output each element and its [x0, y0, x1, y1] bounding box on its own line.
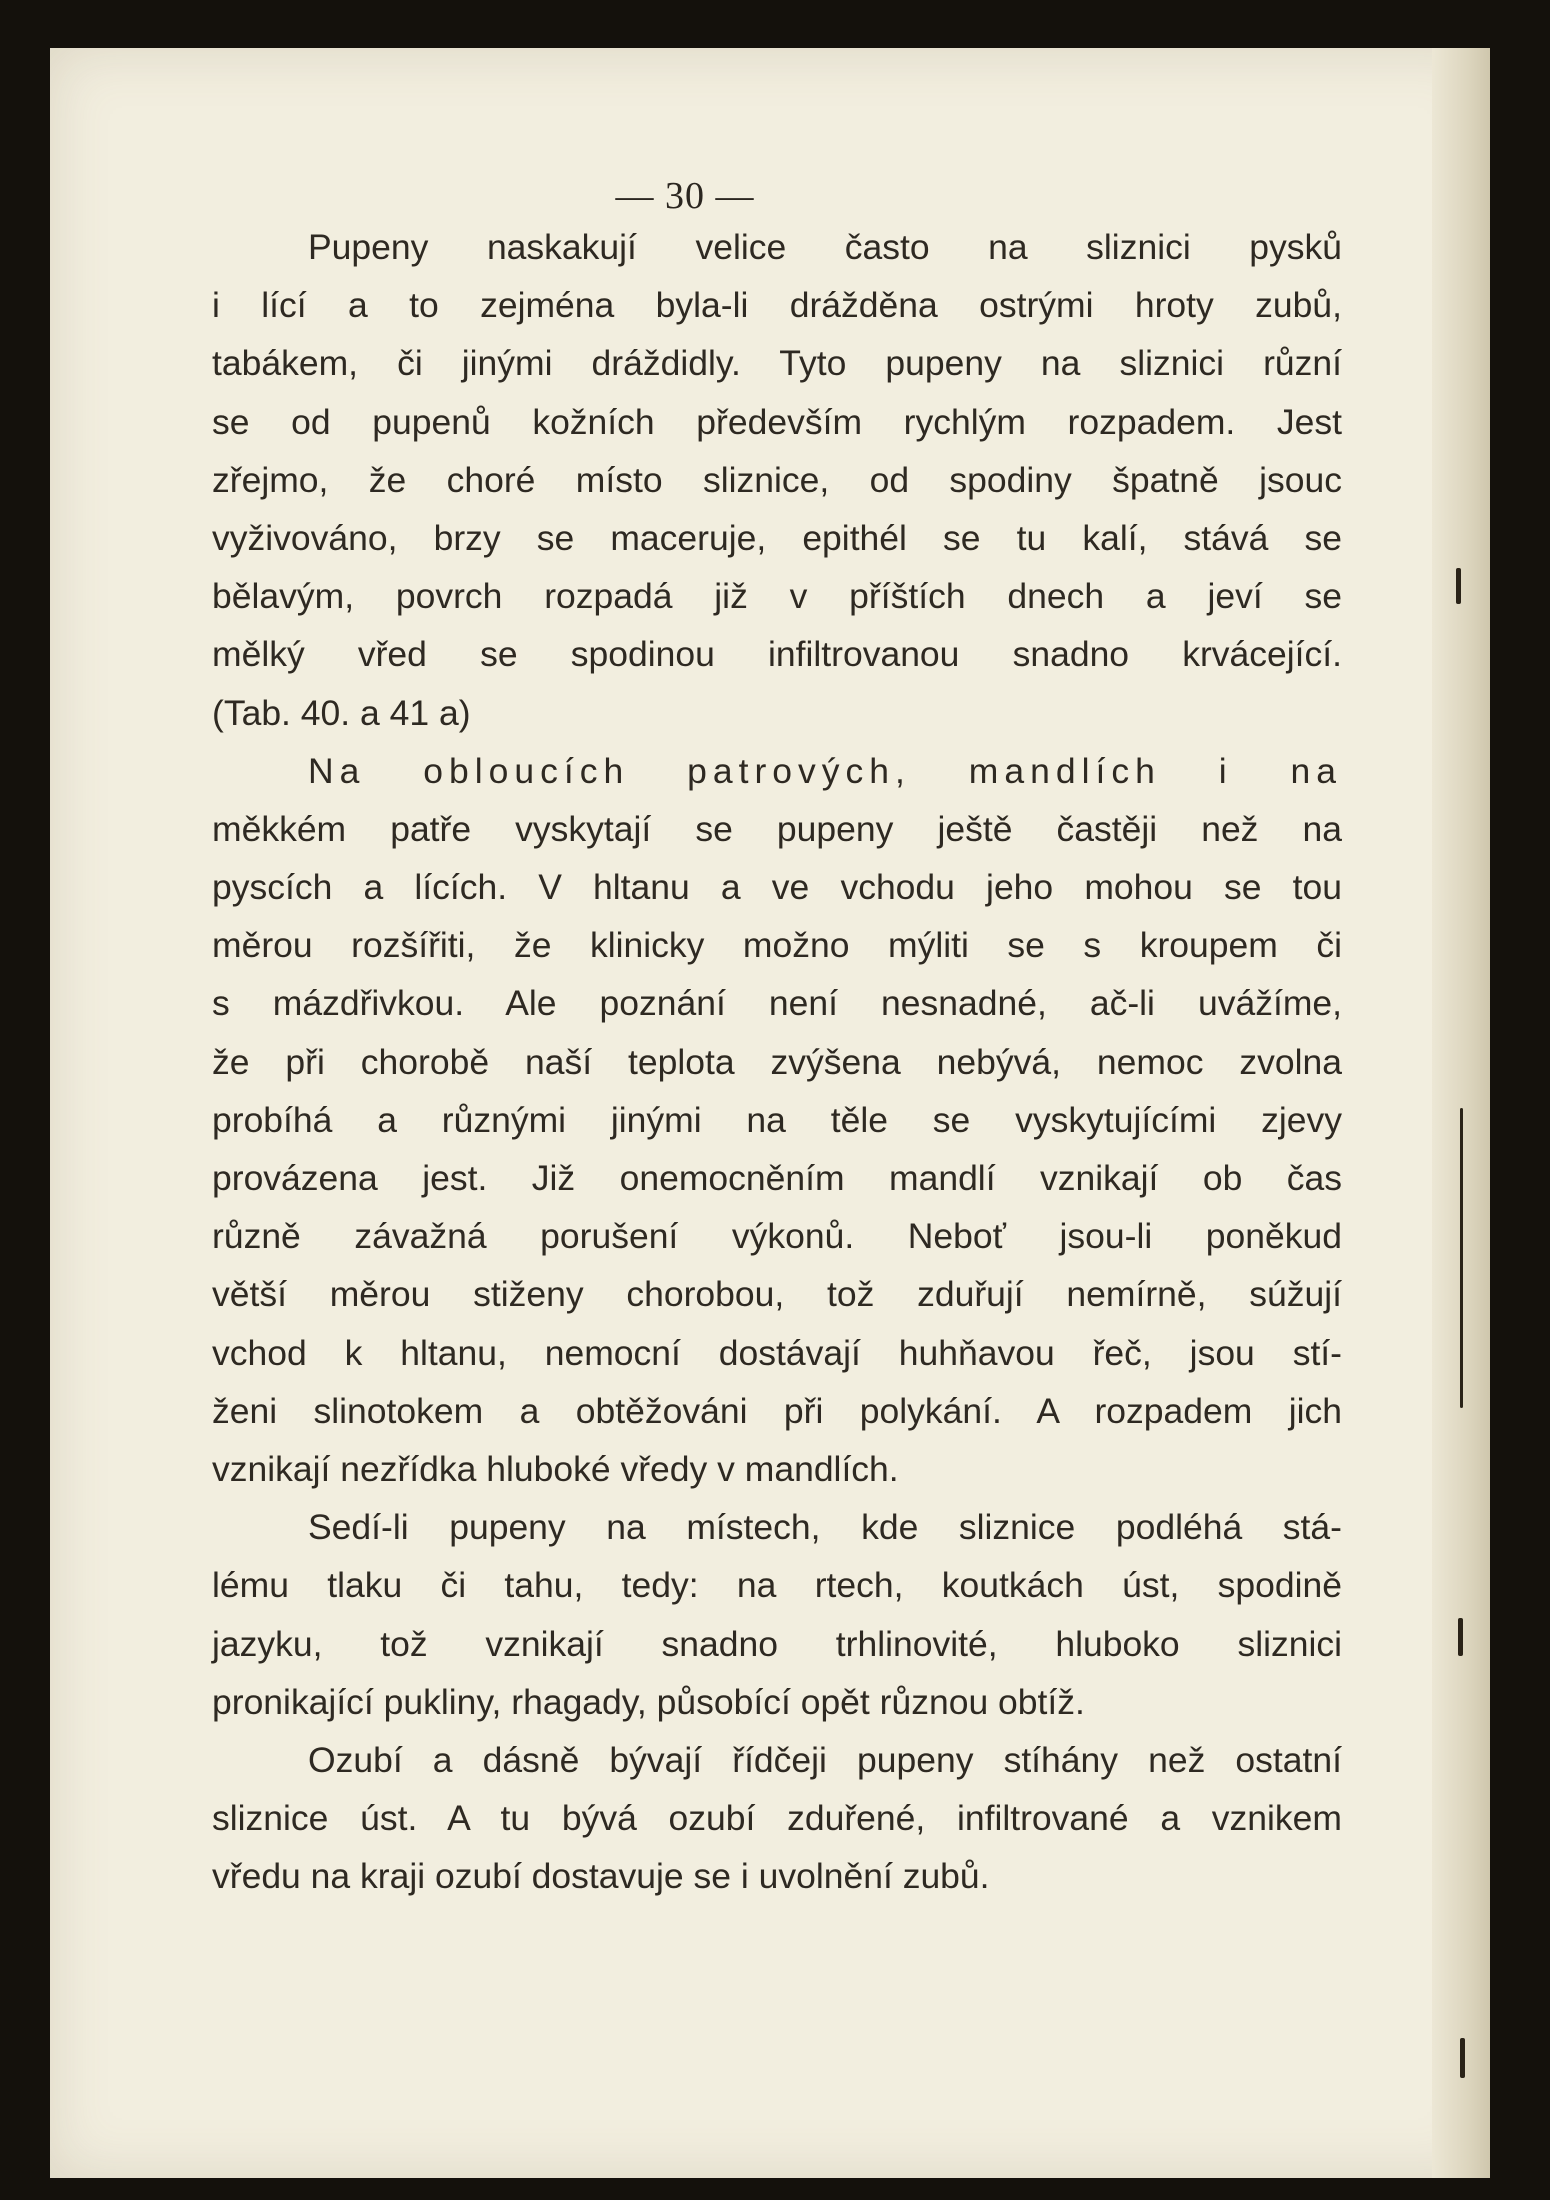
- text-line: pronikající pukliny, rhagady, působící opět různou obtíž.: [212, 1681, 1085, 1722]
- text-line: různě závažná porušení výkonů. Neboť jsou-li poněkud: [212, 1216, 1342, 1257]
- text-line: pyscích a lících. V hltanu a ve vchodu jeho mohou se tou: [212, 867, 1342, 908]
- body-text: [212, 218, 1342, 1905]
- paragraph-2: [212, 742, 1342, 1498]
- text-line: Ozubí a dásně bývají řídčeji pupeny stíhány než ostatní: [308, 1739, 1342, 1780]
- edge-mark: [1460, 2038, 1465, 2078]
- text-line: i lící a to zejména byla-li drážděna ostrými hroty zubů,: [212, 285, 1342, 326]
- text-line: provázena jest. Již onemocněním mandlí vznikají ob čas: [212, 1158, 1342, 1198]
- text-line: probíhá a různými jinými na těle se vyskytujícími zjevy: [212, 1099, 1342, 1140]
- text-line: že při chorobě naší teplota zvýšena nebývá, nemoc zvolna: [212, 1041, 1342, 1082]
- text-line: vředu na kraji ozubí dostavuje se i uvolnění zubů.: [212, 1856, 990, 1897]
- paragraph-4: [212, 1731, 1342, 1906]
- text-line: Sedí-li pupeny na místech, kde sliznice podléhá stá-: [308, 1507, 1342, 1548]
- page-number: — 30 —: [615, 175, 755, 217]
- edge-mark: [1456, 568, 1461, 604]
- text-line: ženi slinotokem a obtěžováni při polykání. A rozpadem jich: [212, 1390, 1342, 1431]
- text-line: vchod k hltanu, nemocní dostávají huhňavou řeč, jsou stí-: [212, 1332, 1342, 1373]
- text-line: (Tab. 40. a 41 a): [212, 692, 471, 733]
- text-line: měrou rozšířiti, že klinicky možno mýliti se s kroupem či: [212, 925, 1342, 966]
- text-line: sliznice úst. A tu bývá ozubí zduřené, infiltrované a vznikem: [212, 1798, 1342, 1839]
- text-line: jazyku, tož vznikají snadno trhlinovité, hluboko sliznici: [212, 1623, 1342, 1664]
- text-line: tabákem, či jinými dráždidly. Tyto pupeny na sliznici různí: [212, 343, 1342, 384]
- paragraph-1: [212, 218, 1342, 742]
- text-line: zřejmo, že choré místo sliznice, od spodiny špatně jsouc: [212, 459, 1342, 500]
- page-edge: [1432, 48, 1490, 2178]
- text-line: mělký vřed se spodinou infiltrovanou snadno krvácející.: [212, 634, 1342, 675]
- text-line: větší měrou stiženy chorobou, tož zduřují nemírně, súžují: [212, 1274, 1342, 1315]
- text-line: lému tlaku či tahu, tedy: na rtech, koutkách úst, spodině: [212, 1565, 1342, 1606]
- edge-mark: [1458, 1618, 1463, 1656]
- text-line: Pupeny naskakují velice často na sliznici pysků: [308, 227, 1342, 267]
- text-line: bělavým, povrch rozpadá již v příštích dnech a jeví se: [212, 576, 1342, 617]
- edge-mark: [1460, 1108, 1463, 1408]
- text-line: vznikají nezřídka hluboké vředy v mandlích.: [212, 1448, 899, 1489]
- text-line: s mázdřivkou. Ale poznání není nesnadné, ač-li uvážíme,: [212, 983, 1342, 1024]
- text-line: vyživováno, brzy se maceruje, epithél se tu kalí, stává se: [212, 517, 1342, 558]
- text-line: měkkém patře vyskytají se pupeny ještě častěji než na: [212, 808, 1342, 849]
- paragraph-3: [212, 1498, 1342, 1731]
- text-line: se od pupenů kožních především rychlým rozpadem. Jest: [212, 401, 1342, 442]
- text-line: Na obloucích patrových, mandlích i na: [308, 750, 1342, 791]
